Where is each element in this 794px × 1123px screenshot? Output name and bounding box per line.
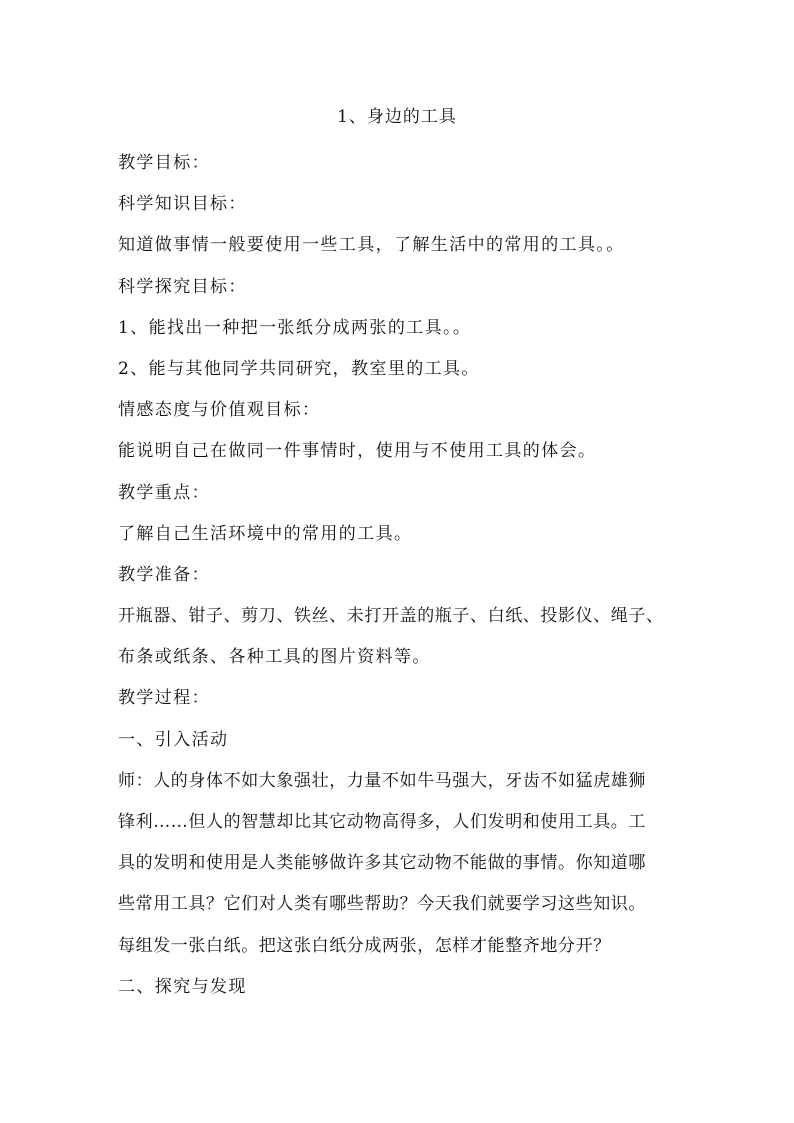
list-item-inquiry-1: 1、能找出一种把一张纸分成两张的工具。。 [118,317,472,338]
list-item-inquiry-2: 2、能与其他同学共同研究，教室里的工具。 [118,358,480,379]
paragraph-intro-line-4: 些常用工具？它们对人类有哪些帮助？今天我们就要学习这些知识。 [118,894,646,915]
heading-teaching-process: 教学过程： [118,688,210,709]
paragraph-preparation-line-1: 开瓶器、钳子、剪刀、铁丝、未打开盖的瓶子、白纸、投影仪、绳子、 [118,606,664,627]
paragraph-attitude-goal: 能说明自己在做同一件事情时，使用与不使用工具的体会。 [118,441,597,462]
paragraph-intro-line-3: 具的发明和使用是人类能够做许多其它动物不能做的事情。你知道哪 [118,853,646,874]
document-title: 1、身边的工具 [337,107,457,127]
document-body [118,143,680,1008]
heading-explore-discover: 二、探究与发现 [118,976,247,997]
paragraph-intro-line-5: 每组发一张白纸。把这张白纸分成两张，怎样才能整齐地分开？ [118,935,611,956]
paragraph-key-points: 了解自己生活环境中的常用的工具。 [118,523,413,544]
heading-attitude-goals: 情感态度与价值观目标： [118,400,321,421]
paragraph-preparation-line-2: 布条或纸条、各种工具的图片资料等。 [118,647,431,668]
paragraph-intro-line-1: 师：人的身体不如大象强壮，力量不如牛马强大，牙齿不如猛虎雄狮 [118,770,646,791]
heading-intro-activity: 一、引入活动 [118,729,229,750]
paragraph-intro-line-2: 锋利……但人的智慧却比其它动物高得多，人们发明和使用工具。工 [118,812,646,832]
heading-preparation: 教学准备： [118,564,210,585]
heading-knowledge-goals: 科学知识目标： [118,194,247,215]
paragraph-knowledge-goal: 知道做事情一般要使用一些工具，了解生活中的常用的工具。。 [118,235,625,256]
heading-teaching-goals: 教学目标： [118,153,210,173]
heading-key-points: 教学重点： [118,482,210,503]
heading-inquiry-goals: 科学探究目标： [118,276,247,297]
